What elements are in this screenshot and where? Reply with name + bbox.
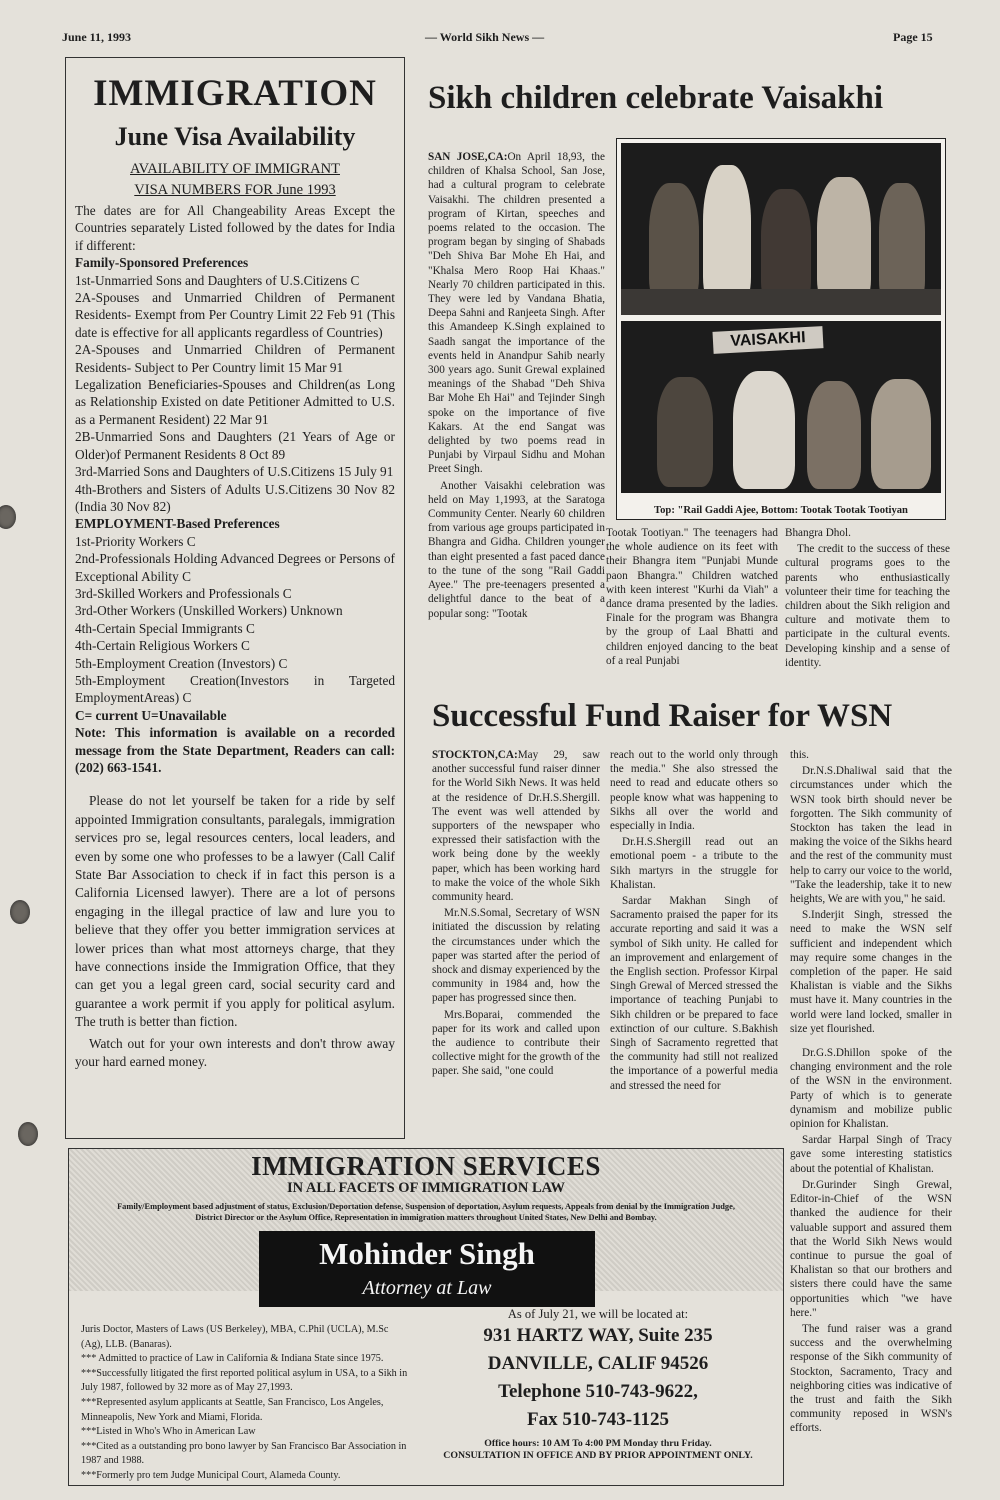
vaisakhi-paragraph-1: SAN JOSE,CA:On April 18,93, the children of Khalsa School, San Jose, had a cultural program to celebrate Vaisakhi. The children presented a program of Kirtan, speeches and poems related to the occasion. The program began by singing of Shabads "Deh Shiva Bar Mohe Eh Hai, and "Khalsa Mero Roop Hai Khaas." Nearly 70 children participated in this. They were led by Vandana Bhatia, Deepa Sahni and Ranjeeta Singh. After this Amandeep K.Singh explained to Saadh sangat the importance of the events held in Anandpur Sahib nearly 300 years ago. Sunit Grewal explained meanings of the Shabad "Deh Shiva Bar Mohe Eh Hai" and Tejinder Singh spoke on the importance of five Kakars. At the end Sangat was delighted by two poems read in Punjabi by Virpaul Sidhu and Mohan Preet Singh. [428, 151, 605, 476]
fundraiser-paragraph-6: Sardar Makhan Singh of Sacramento praised the paper for its accurate reporting and said it was a symbol of Sikh unity. He called for an improvement and enlargement of the English section. Professor Kirpal Singh Grewal of Merced stressed the importance of teaching Punjabi to Sikh children or be prepared to face extinction of our culture. S.Bakhish Singh of Sacramento regretted that the community had still not realized the importance of a powerful media and stressed the need for [610, 895, 778, 1092]
visa-legend: C= current U=Unavailable [75, 707, 227, 723]
credential-line: ***Formerly pro tem Judge Municipal Court, Alameda County. [81, 1469, 341, 1481]
family-pref-4: 4th-Brothers and Sisters of Adults U.S.Citizens 30 Nov 82 (India 30 Nov 82) [75, 481, 395, 514]
vaisakhi-paragraph-3: Tootak Tootiyan." The teenagers had the whole audience on its feet with their Bhangra item "Punjabi Munde paon Bhangra." Children watched with keen interest "Kurhi da Viah" a dance drama presented by the ladies. Finale for the program was Bhangra by the group of Laal Bhatti and children enjoyed dancing to the beat of a real Punjabi [606, 527, 778, 667]
fundraiser-paragraph-8: Dr.N.S.Dhaliwal said that the circumstances under which the WSN took birth should never be forgotten. The Sikh community of Stockton has taken the lead in making the voice of the Sikhs heard and the rest of the community must help to carry our voice to the world, "Take the leadership, take it to new heights, We are with you," he said. [790, 765, 952, 906]
location-note: As of July 21, we will be located at: [507, 1307, 689, 1321]
vaisakhi-paragraph-2: Another Vaisakhi celebration was held on May 1,1993, at the Saratoga Community Center. Nearly 60 children from various age groups participated in Bhangra and Gidha. Children younger than eight presented a fast paced dance to the tune of the song "Rail Gaddi Ayee." The pre-teenagers presented a delightful dance to the beat of a popular song: "Tootak [428, 479, 605, 620]
fundraiser-column-3 [790, 748, 952, 1490]
vaisakhi-column-3 [785, 526, 950, 676]
immigration-title: IMMIGRATION [93, 73, 377, 114]
visa-note: Note: This information is available on a recorded message from the State Department, Readers can call: (202) 663-1541. [75, 725, 395, 775]
family-pref-2a-subject: 2A-Spouses and Unmarried Children of Permanent Residents- Subject to Per Country limit 15 Mar 91 [75, 342, 395, 375]
attorney-title: Attorney at Law [362, 1277, 492, 1299]
phone-number: Telephone 510-743-9622, [498, 1381, 698, 1402]
family-heading: Family-Sponsored Preferences [75, 255, 249, 271]
employment-pref-3-skilled: 3rd-Skilled Workers and Professionals C [75, 585, 292, 601]
fundraiser-paragraph-13: The fund raiser was a grand success and the overwhelming response of the Sikh community of Stockton, Sacramento, Tracy and neighboring cities was indicative of the trust and faith the Sikh community reposed in WSN's efforts. [790, 1322, 952, 1435]
employment-pref-5-targeted: 5th-Employment Creation(Investors in Targeted EmploymentAreas) C [75, 672, 395, 706]
ad-subtitle: IN ALL FACETS OF IMMIGRATION LAW [286, 1180, 566, 1196]
employment-pref-2: 2nd-Professionals Holding Advanced Degrees or Persons of Exceptional Ability C [75, 551, 395, 584]
attorney-credentials [81, 1323, 411, 1484]
photo-rail-gaddi [621, 143, 941, 315]
employment-pref-4-special: 4th-Certain Special Immigrants C [75, 620, 255, 636]
employment-pref-3-other: 3rd-Other Workers (Unskilled Workers) Unknown [75, 603, 343, 619]
consultation-note: CONSULTATION IN OFFICE AND BY PRIOR APPOINTMENT ONLY. [443, 1450, 753, 1461]
credential-line: ***Cited as a outstanding pro bono lawyer by San Francisco Bar Association in 1987 and 1988. [81, 1440, 407, 1467]
photo-caption: Top: "Rail Gaddi Ajee, Bottom: Tootak Tootak Tootiyan [654, 505, 908, 516]
vaisakhi-column-1 [428, 150, 605, 670]
employment-pref-1: 1st-Priority Workers C [75, 533, 196, 549]
vaisakhi-column-2 [606, 526, 778, 676]
credential-line: ***Successfully litigated the first reported political asylum in USA, to a Sikh in July 1987, followed by 32 more as of May 27,1993. [81, 1367, 408, 1394]
family-pref-2b: 2B-Unmarried Sons and Daughters (21 Years of Age or Older)of Permanent Residents 8 Oct 89 [75, 429, 395, 462]
visa-caption-line1: AVAILABILITY OF IMMIGRANT [130, 161, 340, 177]
address-line-1: 931 HARTZ WAY, Suite 235 [483, 1325, 713, 1346]
visa-bulletin [75, 202, 395, 776]
header-page-number: Page 15 [893, 30, 933, 44]
visa-intro: The dates are for All Changeability Areas Except the Countries separately Listed followed by the dates for India if different: [75, 203, 395, 253]
family-pref-1: 1st-Unmarried Sons and Daughters of U.S.Citizens C [75, 272, 360, 288]
office-contact [413, 1307, 783, 1462]
fundraiser-paragraph-1: STOCKTON,CA:May 29, saw another successful fund raiser dinner for the World Sikh News. It was held at the residence of Dr.H.S.Shergill. The event was well attended by supporters of the newspaper who expressed their satisfaction with the work being done by the weekly paper, which has been working hard to make the voice of the whole Sikh community heard. [432, 749, 600, 904]
fundraiser-paragraph-5: Dr.H.S.Shergill read out an emotional poem - a tribute to the Sikh martyrs in the struggle for Khalistan. [610, 836, 778, 891]
family-pref-2a-exempt: 2A-Spouses and Unmarried Children of Permanent Residents- Exempt from Per Country Limit 22 Feb 91 (This date is effective for all applicants regardless of Countries) [75, 290, 395, 340]
fundraiser-paragraph-3: Mrs.Boparai, commended the paper for its work and called upon the audience to contribute their collective might for the growth of the paper. She said, "one could [432, 1008, 600, 1078]
fundraiser-column-1 [432, 748, 600, 1136]
fundraiser-paragraph-2: Mr.N.S.Somal, Secretary of WSN initiated the discussion by relating the circumstances under which the paper was started after the period of shock and dismay experienced by the community in 1984 and, how the paper has progressed since then. [432, 907, 600, 1005]
header-paper-name: — World Sikh News — [425, 30, 545, 44]
employment-pref-4-religious: 4th-Certain Religious Workers C [75, 638, 250, 654]
visa-caption-line2: VISA NUMBERS FOR June 1993 [134, 182, 336, 198]
fundraiser-paragraph-10: Dr.G.S.Dhillon spoke of the changing environment and the role of the WSN in the environment. Party of which is to generate dynamism and mobilize public opinion for Khalistan. [790, 1047, 952, 1131]
binder-hole-top [0, 505, 16, 529]
fundraiser-paragraph-11: Sardar Harpal Singh of Tracy gave some interesting statistics about the potential of Khalistan. [790, 1134, 952, 1175]
credential-line: Juris Doctor, Masters of Laws (US Berkeley), MBA, C.Phil (UCLA), M.Sc (Ag), LLB. (Banaras). [81, 1324, 389, 1350]
legalization-beneficiaries: Legalization Beneficiaries-Spouses and Children(as Long as Relationship Existed on date Petitioner Admitted to U.S. as a Permanent Resident) 22 Mar 91 [75, 377, 395, 427]
warning-paragraph-1: Please do not let yourself be taken for a ride by self appointed Immigration consultants, paralegals, immigration services pro se, legal resources centers, local leaders, and even by some one who professes to be a lawyer (Call Calif State Bar Association to check if in fact this person is a California Licensed lawyer). There are a lot of persons engaging in the illegal practice of law and lure you to believe that they offer you better immigration services at lower prices than what most attorneys charge, that they have connections inside the Immigration Office, that they can get you a legal green card, social security card and guarantee a work permit if you apply for political asylum. The truth is better than fiction. [75, 793, 395, 1030]
vaisakhi-paragraph-4: Bhangra Dhol. [785, 527, 851, 539]
vaisakhi-banner: VAISAKHI [712, 326, 823, 354]
visa-availability-subtitle: June Visa Availability [114, 122, 356, 151]
binder-hole-bottom [18, 1122, 38, 1146]
employment-heading: EMPLOYMENT-Based Preferences [75, 516, 280, 532]
office-hours: Office hours: 10 AM To 4:00 PM Monday thru Friday. [484, 1438, 712, 1449]
fundraiser-column-2 [610, 748, 778, 1136]
ad-title: IMMIGRATION SERVICES [251, 1151, 601, 1181]
warning-paragraph-2: Watch out for your own interests and don't throw away your hard earned money. [75, 1035, 395, 1070]
fax-number: Fax 510-743-1125 [527, 1409, 669, 1430]
photo-tootak-tootiyan [621, 321, 941, 493]
vaisakhi-headline: Sikh children celebrate Vaisakhi [428, 80, 884, 116]
family-pref-3: 3rd-Married Sons and Daughters of U.S.Citizens 15 July 91 [75, 464, 394, 480]
credential-line: ***Listed in Who's Who in American Law [81, 1426, 256, 1438]
immigration-services-ad [68, 1148, 784, 1486]
immigration-box [65, 57, 405, 1139]
fundraiser-dateline: STOCKTON,CA: [432, 749, 518, 761]
attorney-name: Mohinder Singh [319, 1236, 535, 1271]
credential-line: ***Represented asylum applicants at Seattle, San Francisco, Los Angeles, Minneapolis, New York and Miami, Florida. [81, 1396, 384, 1423]
vaisakhi-dateline: SAN JOSE,CA: [428, 151, 508, 163]
fundraiser-paragraph-12: Dr.Gurinder Singh Grewal, Editor-in-Chief of the WSN thanked the audience for their valuable support and assured them that the World Sikh News would continue to pursue the goal of Khalistan so that our brothers and sisters there could have the same opportunities which "we have here." [790, 1178, 952, 1319]
attorney-name-box [259, 1231, 595, 1307]
address-line-2: DANVILLE, CALIF 94526 [487, 1353, 709, 1374]
vaisakhi-photos [616, 138, 946, 520]
employment-pref-5-investors: 5th-Employment Creation (Investors) C [75, 655, 288, 671]
fundraiser-paragraph-9: S.Inderjit Singh, stressed the need to make the WSN self sufficient and independent which may require some changes in the completion of the paper. He said Khalistan is viable and the Sikhs must have it. Many countries in the world were land locked, smaller in size yet flourished. [790, 909, 952, 1035]
header-date: June 11, 1993 [62, 30, 132, 44]
lawyer-warning [75, 792, 395, 1071]
fundraiser-headline: Successful Fund Raiser for WSN [432, 698, 893, 734]
credential-line: *** Admitted to practice of Law in California & Indiana State since 1975. [81, 1353, 384, 1365]
fundraiser-paragraph-7: this. [790, 749, 809, 761]
ad-services-description: Family/Employment based adjustment of status, Exclusion/Deportation defense, Suspension of deportation, Asylum requests, Appeals from denial by the Immigration Judge, District Director or the Asylum Office, Representation in immigration matters throughout United States, New Delhi and Bombay. [117, 1202, 735, 1222]
binder-hole-middle [10, 900, 30, 924]
vaisakhi-paragraph-5: The credit to the success of these cultural programs goes to the parents who enthusiastically volunteer their time for teaching the children about the Sikh religion and culture and motivate them to participate in the cultural events. Developing kinship and a sense of identity. [785, 543, 950, 669]
fundraiser-paragraph-4: reach out to the world only through the media." She also stressed the need to read and educate others so people know what was happening to Sikhs all over the world and especially in India. [610, 749, 778, 833]
